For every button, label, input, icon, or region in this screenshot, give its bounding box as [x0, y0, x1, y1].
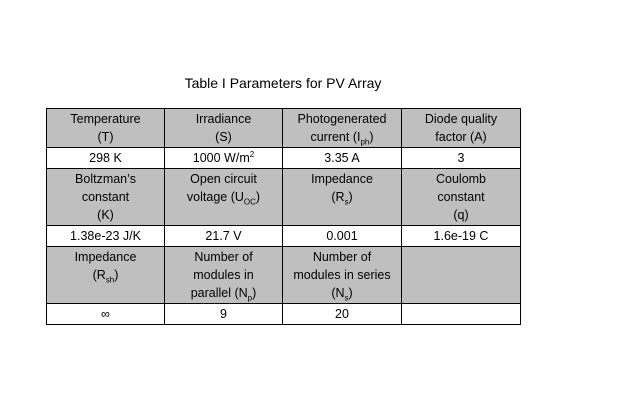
header-irradiance: Irradiance (S)	[165, 109, 283, 148]
header-impedance-rs: Impedance $(R_s)$	[283, 169, 402, 226]
value-photogenerated-current: 3.35 A	[283, 148, 402, 169]
header-empty	[402, 247, 521, 304]
table-row	[47, 109, 521, 148]
value-open-circuit-voltage: 21.7 V	[165, 226, 283, 247]
header-coulomb-constant: Coulomb constant (q)	[402, 169, 521, 226]
value-impedance-rs: 0.001	[283, 226, 402, 247]
value-modules-series: 20	[283, 304, 402, 325]
table-row	[47, 304, 521, 325]
value-impedance-rsh: ∞	[47, 304, 165, 325]
value-modules-parallel: 9	[165, 304, 283, 325]
value-temperature: 298 K	[47, 148, 165, 169]
header-impedance-rsh: Impedance $(R_{sh})$	[47, 247, 165, 304]
header-modules-parallel: Number of modules in parallel $(N_p)$	[165, 247, 283, 304]
table-row	[47, 226, 521, 247]
value-empty	[402, 304, 521, 325]
header-boltzmann-constant: Boltzman’s constant (K)	[47, 169, 165, 226]
value-irradiance: 1000 $W/m^2$	[165, 148, 283, 169]
header-diode-quality-factor: Diode quality factor (A)	[402, 109, 521, 148]
value-coulomb-constant: 1.6e-19 C	[402, 226, 521, 247]
header-modules-series: Number of modules in series $(N_s)$	[283, 247, 402, 304]
value-boltzmann-constant: 1.38e-23 J/K	[47, 226, 165, 247]
value-diode-quality-factor: 3	[402, 148, 521, 169]
table-caption: Table I Parameters for PV Array	[184, 75, 382, 91]
header-photogenerated-current: Photogenerated current $(I_{ph})$	[283, 109, 402, 148]
pv-parameters-table	[46, 108, 521, 325]
table-row	[47, 169, 521, 226]
table-row	[47, 148, 521, 169]
table-row	[47, 247, 521, 304]
header-temperature: Temperature (T)	[47, 109, 165, 148]
header-open-circuit-voltage: Open circuit voltage $(U_{OC})$	[165, 169, 283, 226]
